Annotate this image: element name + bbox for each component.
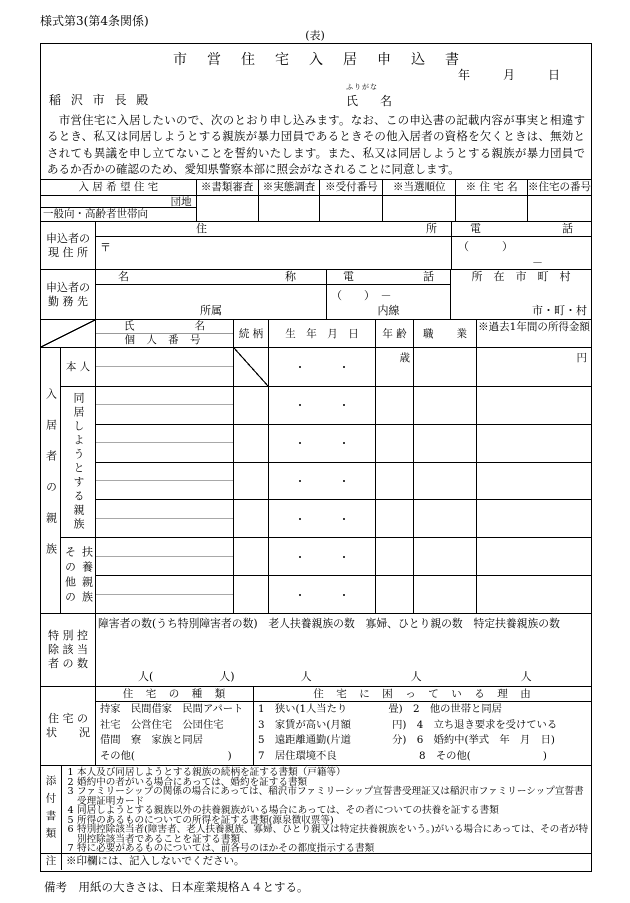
other-dependents-group [61,537,591,613]
housing-name-column [455,180,527,221]
member-row-self [61,348,591,386]
member-income-cell[interactable] [476,538,591,575]
member-occupation-cell[interactable] [413,425,476,462]
document-item: 5 所得のあるものについての所得を証する書類(源泉徴収票等) [67,814,334,826]
phone-paren: （ ） [458,240,513,253]
member-name-cell[interactable] [95,425,233,462]
address-input-area[interactable]: 〒 [100,241,111,254]
housing-number-column [527,180,591,221]
housing-name-header: ※ 住 宅 名 [456,180,527,196]
other-dependents-label: その他の 扶養親族 [63,545,94,606]
form-code: 様式第3(第4条関係) [40,14,149,28]
attached-documents-label: 添付書類 [44,774,57,845]
desired-housing-label: 入 居 希 望 住 宅 [41,180,196,196]
housing-name-cell[interactable] [456,196,527,221]
document-item: 7 特に必要があるものについては、前各号のほかその都度指示する書類 [67,843,375,854]
workplace-name-header: 名 称 [96,270,326,285]
document-check-column [196,180,258,221]
document-item: 2 婚約中の者がいる場合にあっては、婚約を証する書類 [67,776,308,788]
housing-reason-column [253,687,591,765]
remarks-line: 備考 用紙の大きさは、日本産業規格Ａ４とする。 [44,880,309,894]
lottery-rank-cell[interactable] [383,196,455,221]
desired-housing-section [41,179,591,221]
member-relation-cell[interactable] [233,463,268,500]
member-occupation-cell[interactable] [413,500,476,537]
document-check-cell[interactable] [197,196,258,221]
member-occupation-cell[interactable] [413,387,476,424]
members-table-header [41,319,591,347]
addressee-row [41,82,591,110]
member-income-cell[interactable] [476,500,591,537]
current-address-label: 申込者の 現 住 所 [46,231,90,259]
member-relation-cell[interactable] [233,538,268,575]
field-survey-header: ※実態調査 [259,180,320,196]
member-name-cell[interactable] [95,500,233,537]
member-row [95,462,591,500]
member-birth-cell[interactable]: ・ ・ [268,500,375,537]
member-income-cell[interactable] [476,425,591,462]
member-income-cell[interactable] [476,576,591,613]
member-relation-cell[interactable] [233,576,268,613]
member-relation-cell[interactable] [233,500,268,537]
extension-label[interactable]: 内線 [377,304,400,317]
member-birth-cell[interactable]: ・ ・ [268,425,375,462]
furigana-label: ふりがな [346,83,378,91]
self-income-cell[interactable]: 円 [476,348,591,386]
housing-type-option-row[interactable]: その他( ) [100,750,232,763]
member-name-cell[interactable] [95,538,233,575]
note-label: 注 [45,855,57,867]
member-name-header: 氏 名 個 人 番 号 [95,320,233,347]
diagonal-header-cell [41,320,95,347]
member-name-cell[interactable] [95,463,233,500]
special-deduction-label: 特 別 控 除 該 当 者 の 数 [48,629,88,670]
housing-number-header: ※住宅の番号 [528,180,591,196]
address-column [95,222,451,269]
member-row [95,575,591,613]
reception-number-header: ※受付番号 [320,180,382,196]
member-relation-cell[interactable] [233,425,268,462]
workplace-phone-input[interactable]: （ ） － [331,289,392,302]
sheet-side-label: (表) [305,29,325,42]
housing-type-column [95,687,253,765]
member-relation-cell[interactable] [233,387,268,424]
member-income-cell[interactable] [476,463,591,500]
member-age-cell[interactable] [375,576,413,613]
member-birth-cell[interactable]: ・ ・ [268,387,375,424]
self-relation-cell [233,348,268,386]
phone-header: 電 話 [452,222,591,237]
workplace-label: 申込者の 勤 務 先 [46,280,90,308]
housing-type-option-row[interactable]: 持家 民間借家 民間アパート [100,703,244,715]
department-label[interactable]: 所属 [200,304,222,317]
workplace-name-column [95,270,326,319]
document-item: 4 同居しようとする親族以外の扶養親族がいる場合にあっては、その者についての扶養を証する書類 [67,805,499,816]
housing-reason-option-row[interactable]: 3 家賃が高い(月額 円) 4 立ち退き要求を受けている [258,718,558,731]
special-deduction-content [95,614,591,686]
member-occupation-cell[interactable] [413,538,476,575]
field-survey-column [258,180,320,221]
form-title: 市営住宅入居申込書 [173,52,479,68]
lottery-rank-header: ※当選順位 [383,180,455,196]
housing-status-section [41,686,591,765]
special-deduction-counts[interactable]: 人( 人) 人 人 人 [138,670,532,683]
date-field[interactable]: 年 月 日 [457,68,563,82]
income-header: ※過去1年間の所得金額 [476,320,591,347]
member-birth-cell[interactable]: ・ ・ [268,463,375,500]
workplace-location-header: 所 在 市 町 村 [471,270,571,283]
housing-type-option-row[interactable]: 借間 寮 家族と同居 [100,734,203,747]
member-occupation-cell[interactable] [413,576,476,613]
birthdate-header: 生 年 月 日 [268,320,375,347]
housing-type-option-row[interactable]: 社宅 公営住宅 公団住宅 [100,718,224,731]
attached-documents-list [61,766,591,853]
estate-row-label: 団地 [41,196,196,208]
member-row [95,538,591,575]
note-text: ※印欄には、記入しないでください。 [61,854,591,870]
lottery-rank-column [382,180,455,221]
workplace-location-column [450,270,591,319]
member-age-cell[interactable] [375,538,413,575]
member-row [95,387,591,424]
cohabit-group [61,386,591,537]
relation-header: 続 柄 [233,320,268,347]
city-town-village-label: 市・町・村 [532,304,587,317]
member-row [95,499,591,537]
pledge-text: 市営住宅に入居したいので、次のとおり申し込みます。なお、この申込書の記載内容が事実と相違するとき、私又は同居しようとする親族が暴力団員であるときその他入居者の資格を欠くときは、無効とされても異議を申し立てないことを誓約いたします。また、私又は同居しようとする親族が暴力団員であるか否かの確認のため、愛知県警察本部に照会がなされることに同意します。 [47,113,585,177]
document-check-header: ※書類審査 [197,180,258,196]
attached-documents-section [41,765,591,853]
address-phone-column [451,222,591,269]
workplace-name-input[interactable] [96,285,326,304]
age-header: 年 齢 [375,320,413,347]
applicant-name-field[interactable] [346,82,397,109]
self-occupation-cell[interactable] [413,348,476,386]
member-birth-cell[interactable]: ・ ・ [268,538,375,575]
document-item: 6 特別控除該当者(障害者、老人扶養親族、寡婦、ひとり親又は特定扶養親族をいう。)がいる場合にあっては、その者が特別控除該当者であることを証する書類 [67,824,589,845]
phone-input-area[interactable] [452,237,591,270]
address-header: 住 所 [96,222,451,237]
member-age-cell[interactable] [375,463,413,500]
housing-status-label: 住 宅 の 状 況 [46,712,90,739]
occupation-header: 職 業 [413,320,476,347]
member-name-cell[interactable] [95,387,233,424]
note-section [41,853,591,870]
housing-reason-option-row[interactable]: 5 遠距離通勤(片道 分) 6 婚約中(挙式 年 月 日) [258,734,555,747]
self-birth-cell[interactable]: ・ ・ [268,348,375,386]
current-address-section [41,221,591,269]
workplace-location-input[interactable] [451,285,591,304]
housing-number-cell[interactable] [528,196,591,221]
reception-number-column [319,180,382,221]
housing-reason-header: 住 宅 に 困 っ て い る 理 由 [254,687,591,702]
workplace-phone-column [326,270,450,319]
housing-reason-option-row[interactable]: 1 狭い(1人当たり 畳) 2 他の世帯と同居 [258,703,502,715]
name-label: 氏 名 [346,94,398,108]
members-side-label: 入居者の親族 [41,348,61,613]
special-deduction-header: 障害者の数(うち特別障害者の数) 老人扶養親族の数 寡婦、ひとり親の数 特定扶養親族の数 [98,617,560,630]
member-name-cell[interactable] [95,576,233,613]
member-income-cell[interactable] [476,387,591,424]
desired-housing-label-column [41,180,196,221]
cohabit-group-label: 同居しようとする親族 [72,392,85,533]
self-age-cell[interactable]: 歳 [375,348,413,386]
self-label: 本 人 [65,361,91,374]
reception-number-cell[interactable] [320,196,382,221]
document-item: 3 ファミリーシップの関係の場合にあっては、稲沢市ファミリーシップ宣誓書受理証又は稲沢市ファミリーシップ宣誓書受理証明カード [67,786,584,807]
member-age-cell[interactable] [375,425,413,462]
housing-reason-option-row[interactable]: 7 居住環境不良 8 その他( ) [258,750,547,763]
member-age-cell[interactable] [375,387,413,424]
form-outer-box [40,43,592,872]
workplace-section [41,269,591,319]
field-survey-cell[interactable] [259,196,320,221]
housing-type-header: 住 宅 の 種 類 [96,687,253,702]
members-table-body [41,347,591,613]
member-age-cell[interactable] [375,500,413,537]
self-name-cell[interactable] [95,348,233,386]
member-occupation-cell[interactable] [413,463,476,500]
member-birth-cell[interactable]: ・ ・ [268,576,375,613]
member-row [95,424,591,462]
addressee-label: 稲 沢 市 長 殿 [49,93,152,107]
phone-dash: － [532,256,543,269]
special-deduction-section [41,613,591,686]
workplace-phone-header: 電 話 [327,270,450,285]
category-row-label: 一般向・高齢者世帯向 [43,208,148,220]
document-item: 1 本人及び同居しようとする親族の続柄を証する書類（戸籍等） [67,767,346,778]
